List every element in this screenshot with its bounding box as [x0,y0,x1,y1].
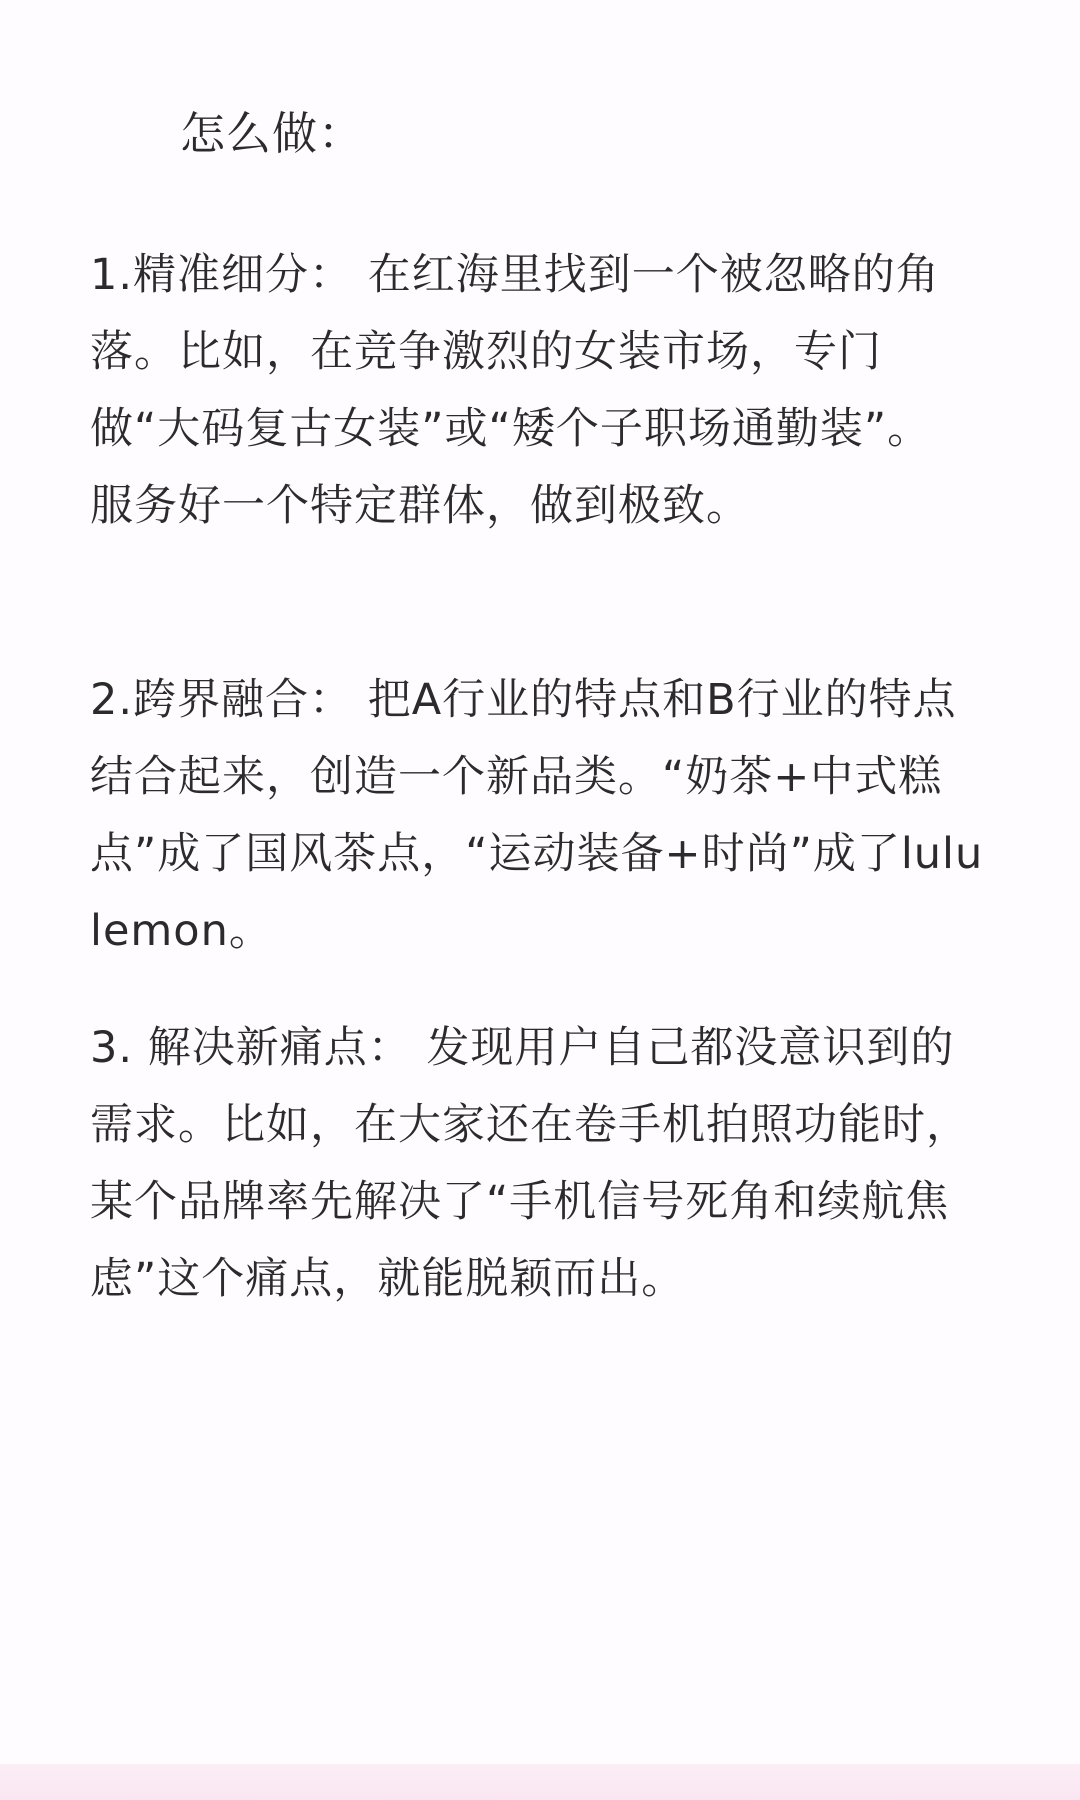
point-new-pain-point: 3. 解决新痛点： 发现用户自己都没意识到的需求。比如，在大家还在卷手机拍照功能时，某个品牌率先解决了“手机信号死角和续航焦虑”这个痛点，就能脱颖而出。 [90,1023,970,1304]
bottom-decorative-band [0,1764,1080,1800]
point-precise-segmentation: 1.精准细分： 在红海里找到一个被忽略的角落。比如，在竞争激烈的女装市场，专门做“大码复古女装”或“矮个子职场通勤装”。服务好一个特定群体，做到极致。 [90,250,940,531]
section-heading: 怎么做： [180,107,365,160]
point-cross-border-fusion: 2.跨界融合： 把A行业的特点和B行业的特点结合起来，创造一个新品类。“奶茶+中式糕点”成了国风茶点，“运动装备+时尚”成了lululemon。 [90,675,984,956]
